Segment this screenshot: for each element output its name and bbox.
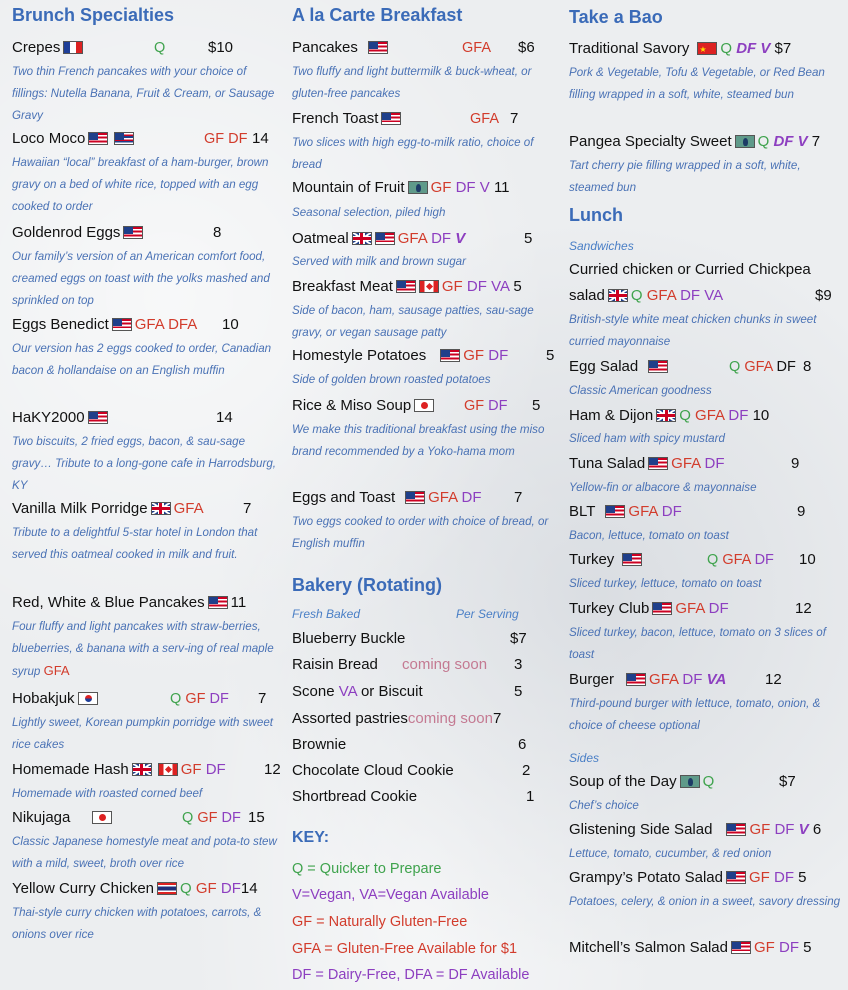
pangea-flag-icon — [735, 135, 755, 148]
item-price: 7 — [243, 500, 252, 517]
item-description: Third-pound burger with lettuce, tomato, onion, & choice of cheese optional — [569, 697, 821, 732]
key-title: KEY: — [292, 829, 330, 846]
menu-item: Eggs and Toast GFA DF 7 — [292, 489, 523, 506]
item-description: Lightly sweet, Korean pumpkin porridge with sweet rice cakes — [12, 716, 273, 751]
bakery-title: Bakery (Rotating) — [292, 575, 443, 595]
item-description: Tribute to a delightful 5-star hotel in London that served this oatmeal cooked in milk and fruit. — [12, 526, 258, 561]
menu-item — [12, 129, 284, 149]
us-flag-icon — [88, 411, 108, 424]
item-description: Our version has 2 eggs cooked to order, Canadian bacon & hollandaise on an English muffin — [12, 342, 272, 377]
item-name: Scone — [292, 683, 335, 700]
us-flag-icon — [381, 112, 401, 125]
item-name: Chocolate Cloud Cookie — [292, 762, 454, 779]
item-description: Pork & Vegetable, Tofu & Vegetable, or Red Bean filling wrapped in a soft, white, steamed bun — [569, 66, 825, 101]
item-name: Shortbread Cookie — [292, 788, 418, 805]
section-title: Brunch Specialties — [12, 5, 175, 25]
item-tags: GF DF — [180, 761, 226, 778]
item-description: Two biscuits, 2 fried eggs, bacon, & sau-sage gravy… Tribute to a long-gone cafe in Harrodsburg, KY — [12, 435, 277, 492]
item-name: Assorted pastries — [292, 710, 408, 727]
item-price: 12 — [264, 761, 281, 778]
item-name: Egg Salad — [569, 358, 639, 375]
item-price: 14 — [240, 880, 258, 897]
item-description: Side of bacon, ham, sausage patties, sau-sage gravy, or vegan sausage patty — [292, 304, 534, 339]
us-flag-icon — [375, 232, 395, 245]
item-description-text: Four fluffy and light pancakes with straw-berries, blueberries, & banana with a serv-ing of real maple syrup — [12, 620, 274, 678]
sides-label: Sides — [569, 751, 600, 765]
item-price: 7 — [258, 690, 267, 707]
menu-item — [292, 38, 554, 58]
bakery-item — [292, 655, 554, 675]
menu-item: Oatmeal GFA DF V 5 — [292, 230, 533, 247]
bakery-item — [292, 629, 554, 649]
item-tags: Q GFA DF — [707, 552, 774, 568]
us-flag-icon — [648, 457, 668, 470]
item-name: Breakfast Meat — [292, 278, 393, 295]
bakery-item — [292, 761, 554, 781]
item-tags: Q GF DF — [170, 691, 229, 707]
item-description: Hawaiian “local” breakfast of a ham-burger, brown gravy on a bed of white rice, topped with an egg cooked to order — [12, 156, 269, 213]
menu-item: BLT GFA DF 9 — [569, 503, 806, 520]
item-name: Rice & Miso Soup — [292, 397, 412, 414]
uk-flag-icon — [151, 502, 171, 515]
item-price: $7 — [774, 40, 792, 57]
item-price: 7 — [492, 710, 502, 727]
section-title: Take a Bao — [569, 7, 663, 27]
item-tags: GFA DFA — [134, 316, 198, 333]
item-price: 3 — [514, 656, 523, 673]
japan-flag-icon — [92, 811, 112, 824]
pangea-flag-icon — [680, 775, 700, 788]
item-name: Crepes — [12, 39, 61, 56]
item-description: Served with milk and brown sugar — [292, 255, 466, 268]
menu-item: Tuna Salad GFA DF 9 — [569, 455, 800, 472]
item-price: 11 — [493, 179, 510, 196]
item-description: Two thin French pancakes with your choice of fillings: Nutella Banana, Fruit & Cream, or Sausage Gravy — [12, 65, 275, 122]
item-price: 5 — [546, 347, 555, 364]
us-flag-icon — [726, 871, 746, 884]
us-flag-icon — [396, 280, 416, 293]
item-tags: GFA — [173, 500, 204, 517]
us-flag-icon — [731, 941, 751, 954]
item-name: Turkey — [569, 551, 615, 568]
us-flag-icon — [123, 226, 143, 239]
us-flag-icon — [726, 823, 746, 836]
uk-flag-icon — [608, 289, 628, 302]
item-name: Loco Moco — [12, 130, 86, 147]
item-description: Thai-style curry chicken with potatoes, carrots, & onions over rice — [12, 906, 262, 941]
bakery-sub-left: Fresh Baked — [292, 607, 361, 621]
item-price: 6 — [518, 736, 527, 753]
item-description: Chef’s choice — [569, 799, 639, 812]
us-flag-icon — [605, 505, 625, 518]
menu-item: Homestyle Potatoes GF DF 5 — [292, 347, 555, 364]
uk-flag-icon — [656, 409, 676, 422]
key-line-gf: GF = Naturally Gluten-Free — [292, 914, 468, 930]
item-description: Two slices with high egg-to-milk ratio, choice of bread — [292, 136, 534, 171]
item-note: coming soon — [407, 710, 493, 727]
item-name: Mitchell’s Salmon Salad — [569, 939, 728, 956]
menu-item: Turkey Club GFA DF 12 — [569, 600, 812, 617]
key-line-df: DF = Dairy-Free, DFA = DF Available — [292, 967, 530, 983]
item-name: Homemade Hash — [12, 761, 129, 778]
item-price: 14 — [216, 409, 233, 426]
menu-item — [12, 593, 284, 613]
item-description: Our family’s version of an American comfort food, creamed eggs on toast with the yolks mashed and sprinkled on top — [12, 250, 270, 307]
item-tags: GF DF — [464, 398, 508, 414]
item-price: $10 — [208, 39, 234, 56]
item-tags: VA — [338, 683, 357, 700]
us-flag-icon — [405, 491, 425, 504]
item-price: $7 — [779, 773, 796, 790]
menu-item — [12, 760, 284, 780]
menu-item — [569, 772, 848, 792]
item-price: 10 — [222, 316, 239, 333]
menu-item: Burger GFA DF VA 12 — [569, 671, 782, 688]
item-price: 15 — [248, 809, 265, 826]
item-tags: GF DF — [204, 131, 248, 147]
menu-item: salad Q GFA DF VA $9 — [569, 287, 832, 304]
japan-flag-icon — [414, 399, 434, 412]
item-name: Blueberry Buckle — [292, 630, 406, 647]
item-description: Homemade with roasted corned beef — [12, 787, 203, 800]
us-flag-icon — [368, 41, 388, 54]
item-price: $7 — [510, 630, 527, 647]
item-description: Two eggs cooked to order with choice of bread, or English muffin — [292, 515, 549, 550]
menu-item: Traditional Savory★ Q DF V $7 — [569, 39, 848, 59]
uk-flag-icon — [352, 232, 372, 245]
menu-item — [292, 109, 554, 129]
item-description: Classic American goodness — [569, 384, 712, 397]
us-flag-icon — [208, 596, 228, 609]
item-name: Vanilla Milk Porridge — [12, 500, 148, 517]
item-name: Pangea Specialty Sweet — [569, 133, 732, 150]
item-price: 5 — [513, 278, 522, 295]
item-name: Eggs and Toast — [292, 489, 396, 506]
item-description: Sliced ham with spicy mustard — [569, 432, 725, 445]
item-name: Oatmeal — [292, 230, 349, 247]
menu-item — [12, 689, 284, 709]
item-price: 6 — [812, 821, 822, 838]
item-price: 11 — [230, 594, 247, 611]
item-price: 8 — [803, 358, 812, 375]
item-description: Lettuce, tomato, cucumber, & red onion — [569, 847, 772, 860]
item-price: 5 — [514, 683, 523, 700]
item-name: Pancakes — [292, 39, 358, 56]
us-flag-icon — [648, 360, 668, 373]
item-name: Ham & Dijon — [569, 407, 654, 424]
bakery-item — [292, 682, 554, 702]
canada-flag-icon — [158, 763, 178, 776]
item-description: We make this traditional breakfast using the miso brand recommended by a Yoko-hama mom — [292, 423, 545, 458]
item-name: Soup of the Day — [569, 773, 677, 790]
menu-item — [12, 499, 284, 519]
item-name: Mountain of Fruit — [292, 179, 405, 196]
item-description: Sliced turkey, lettuce, tomato on toast — [569, 577, 762, 590]
menu-item: Ham & Dijon Q GFA DF 10 — [569, 407, 770, 424]
menu-item — [292, 396, 554, 416]
item-name: Goldenrod Eggs — [12, 224, 121, 241]
menu-item — [12, 223, 284, 243]
thailand-flag-icon — [157, 882, 177, 895]
item-name: salad — [569, 287, 605, 304]
item-description: Bacon, lettuce, tomato on toast — [569, 529, 729, 542]
item-description: British-style white meat chicken chunks in sweet curried mayonnaise — [569, 313, 817, 348]
item-tags: Q — [702, 773, 715, 790]
item-tags: Q GFA DF — [729, 359, 796, 375]
menu-item — [569, 357, 848, 377]
item-description: Classic Japanese homestyle meat and pota-to stew with a mild, sweet, broth over rice — [12, 835, 277, 870]
menu-item: Breakfast Meat GF DF VA 5 — [292, 278, 522, 295]
item-price: 5 — [532, 397, 541, 414]
bakery-sub-right: Per Serving — [456, 607, 519, 621]
item-description: Tart cherry pie filling wrapped in a soft, white, steamed bun — [569, 159, 801, 194]
item-name: French Toast — [292, 110, 379, 127]
item-price: 9 — [791, 455, 800, 472]
us-flag-icon — [440, 349, 460, 362]
item-tags: GFA — [462, 40, 492, 56]
item-name: HaKY2000 — [12, 409, 85, 426]
item-name: Brownie — [292, 736, 347, 753]
item-description: Side of golden brown roasted potatoes — [292, 373, 491, 386]
item-description: Potatoes, celery, & onion in a sweet, savory dressing — [569, 895, 841, 908]
menu-item — [12, 38, 284, 58]
bakery-item — [292, 735, 554, 755]
item-name: Red, White & Blue Pancakes — [12, 594, 205, 611]
menu-item — [12, 808, 284, 828]
menu-item — [569, 550, 848, 570]
us-flag-icon — [88, 132, 108, 145]
section-title: A la Carte Breakfast — [292, 5, 463, 25]
item-price: 5 — [524, 230, 533, 247]
item-price: 5 — [803, 939, 812, 956]
item-name: Homestyle Potatoes — [292, 347, 427, 364]
item-name: Tuna Salad — [569, 455, 646, 472]
item-price: 7 — [514, 489, 523, 506]
menu-item: Glistening Side Salad GF DF V 6 — [569, 821, 822, 838]
item-description — [12, 616, 284, 683]
item-price: 10 — [752, 407, 770, 424]
item-name: Hobakjuk — [12, 690, 75, 707]
item-price: 14 — [252, 130, 269, 147]
item-description: Sliced turkey, bacon, lettuce, tomato on 3 slices of toast — [569, 626, 826, 661]
item-name: Turkey Club — [569, 600, 650, 617]
item-price: 7 — [510, 110, 519, 127]
item-price: 7 — [811, 133, 821, 150]
item-description: Two fluffy and light buttermilk & buck-wheat, or gluten-free pancakes — [292, 65, 532, 100]
menu-item — [12, 315, 284, 335]
hawaii-flag-icon — [114, 132, 134, 145]
menu-item: Mountain of Fruit GF DF V 11 — [292, 179, 510, 196]
item-price: 2 — [522, 762, 531, 779]
item-name: Burger — [569, 671, 615, 688]
us-flag-icon — [112, 318, 132, 331]
bakery-item — [292, 787, 554, 807]
item-price: $6 — [518, 39, 535, 56]
item-price: $9 — [815, 287, 832, 304]
key-line-gfa: GFA = Gluten-Free Available for $1 — [292, 941, 518, 957]
item-name: BLT — [569, 503, 596, 520]
item-name: Eggs Benedict — [12, 316, 109, 333]
us-flag-icon — [622, 553, 642, 566]
item-tags: GFA — [43, 663, 70, 678]
china-flag-icon — [697, 42, 717, 55]
item-description: Seasonal selection, piled high — [292, 206, 446, 219]
menu-item — [569, 260, 848, 280]
item-name: Traditional Savory — [569, 40, 690, 57]
bakery-item — [292, 709, 554, 729]
key-line-vegan: V=Vegan, VA=Vegan Available — [292, 887, 489, 903]
item-name: Nikujaga — [12, 809, 71, 826]
menu-item: Grampy’s Potato Salad GF DF 5 — [569, 869, 807, 886]
item-name-rest: or Biscuit — [360, 683, 423, 700]
item-name: Raisin Bread — [292, 656, 378, 673]
item-price: 1 — [526, 788, 535, 805]
item-price: 10 — [799, 551, 816, 568]
menu-item: Mitchell’s Salmon Salad GF DF 5 — [569, 939, 812, 956]
pangea-flag-icon — [408, 181, 428, 194]
sandwiches-label: Sandwiches — [569, 239, 634, 253]
us-flag-icon — [652, 602, 672, 615]
item-name: Glistening Side Salad — [569, 821, 713, 838]
uk-flag-icon — [132, 763, 152, 776]
item-name: Grampy’s Potato Salad — [569, 869, 723, 886]
item-tags: Q — [154, 40, 166, 56]
lunch-title: Lunch — [569, 205, 623, 225]
item-note: coming soon — [402, 656, 488, 673]
key-line-q: Q = Quicker to Prepare — [292, 861, 442, 877]
item-tags: Q GF DF — [182, 810, 241, 826]
item-price: 12 — [765, 671, 782, 688]
item-name: Yellow Curry Chicken — [12, 880, 155, 897]
canada-flag-icon — [419, 280, 439, 293]
us-flag-icon — [626, 673, 646, 686]
item-name: Curried chicken or Curried Chickpea — [569, 261, 811, 278]
menu-item: Yellow Curry Chicken Q GF DF14 — [12, 880, 258, 897]
france-flag-icon — [63, 41, 83, 54]
menu-item — [12, 408, 284, 428]
item-price: 9 — [797, 503, 806, 520]
item-tags: GFA — [470, 111, 500, 127]
item-price: 5 — [798, 869, 807, 886]
item-price: 12 — [795, 600, 812, 617]
item-description: Yellow-fin or albacore & mayonnaise — [569, 481, 757, 494]
korea-flag-icon — [78, 692, 98, 705]
item-price: 8 — [213, 224, 222, 241]
menu-item: Pangea Specialty Sweet Q DF V 7 — [569, 133, 821, 150]
